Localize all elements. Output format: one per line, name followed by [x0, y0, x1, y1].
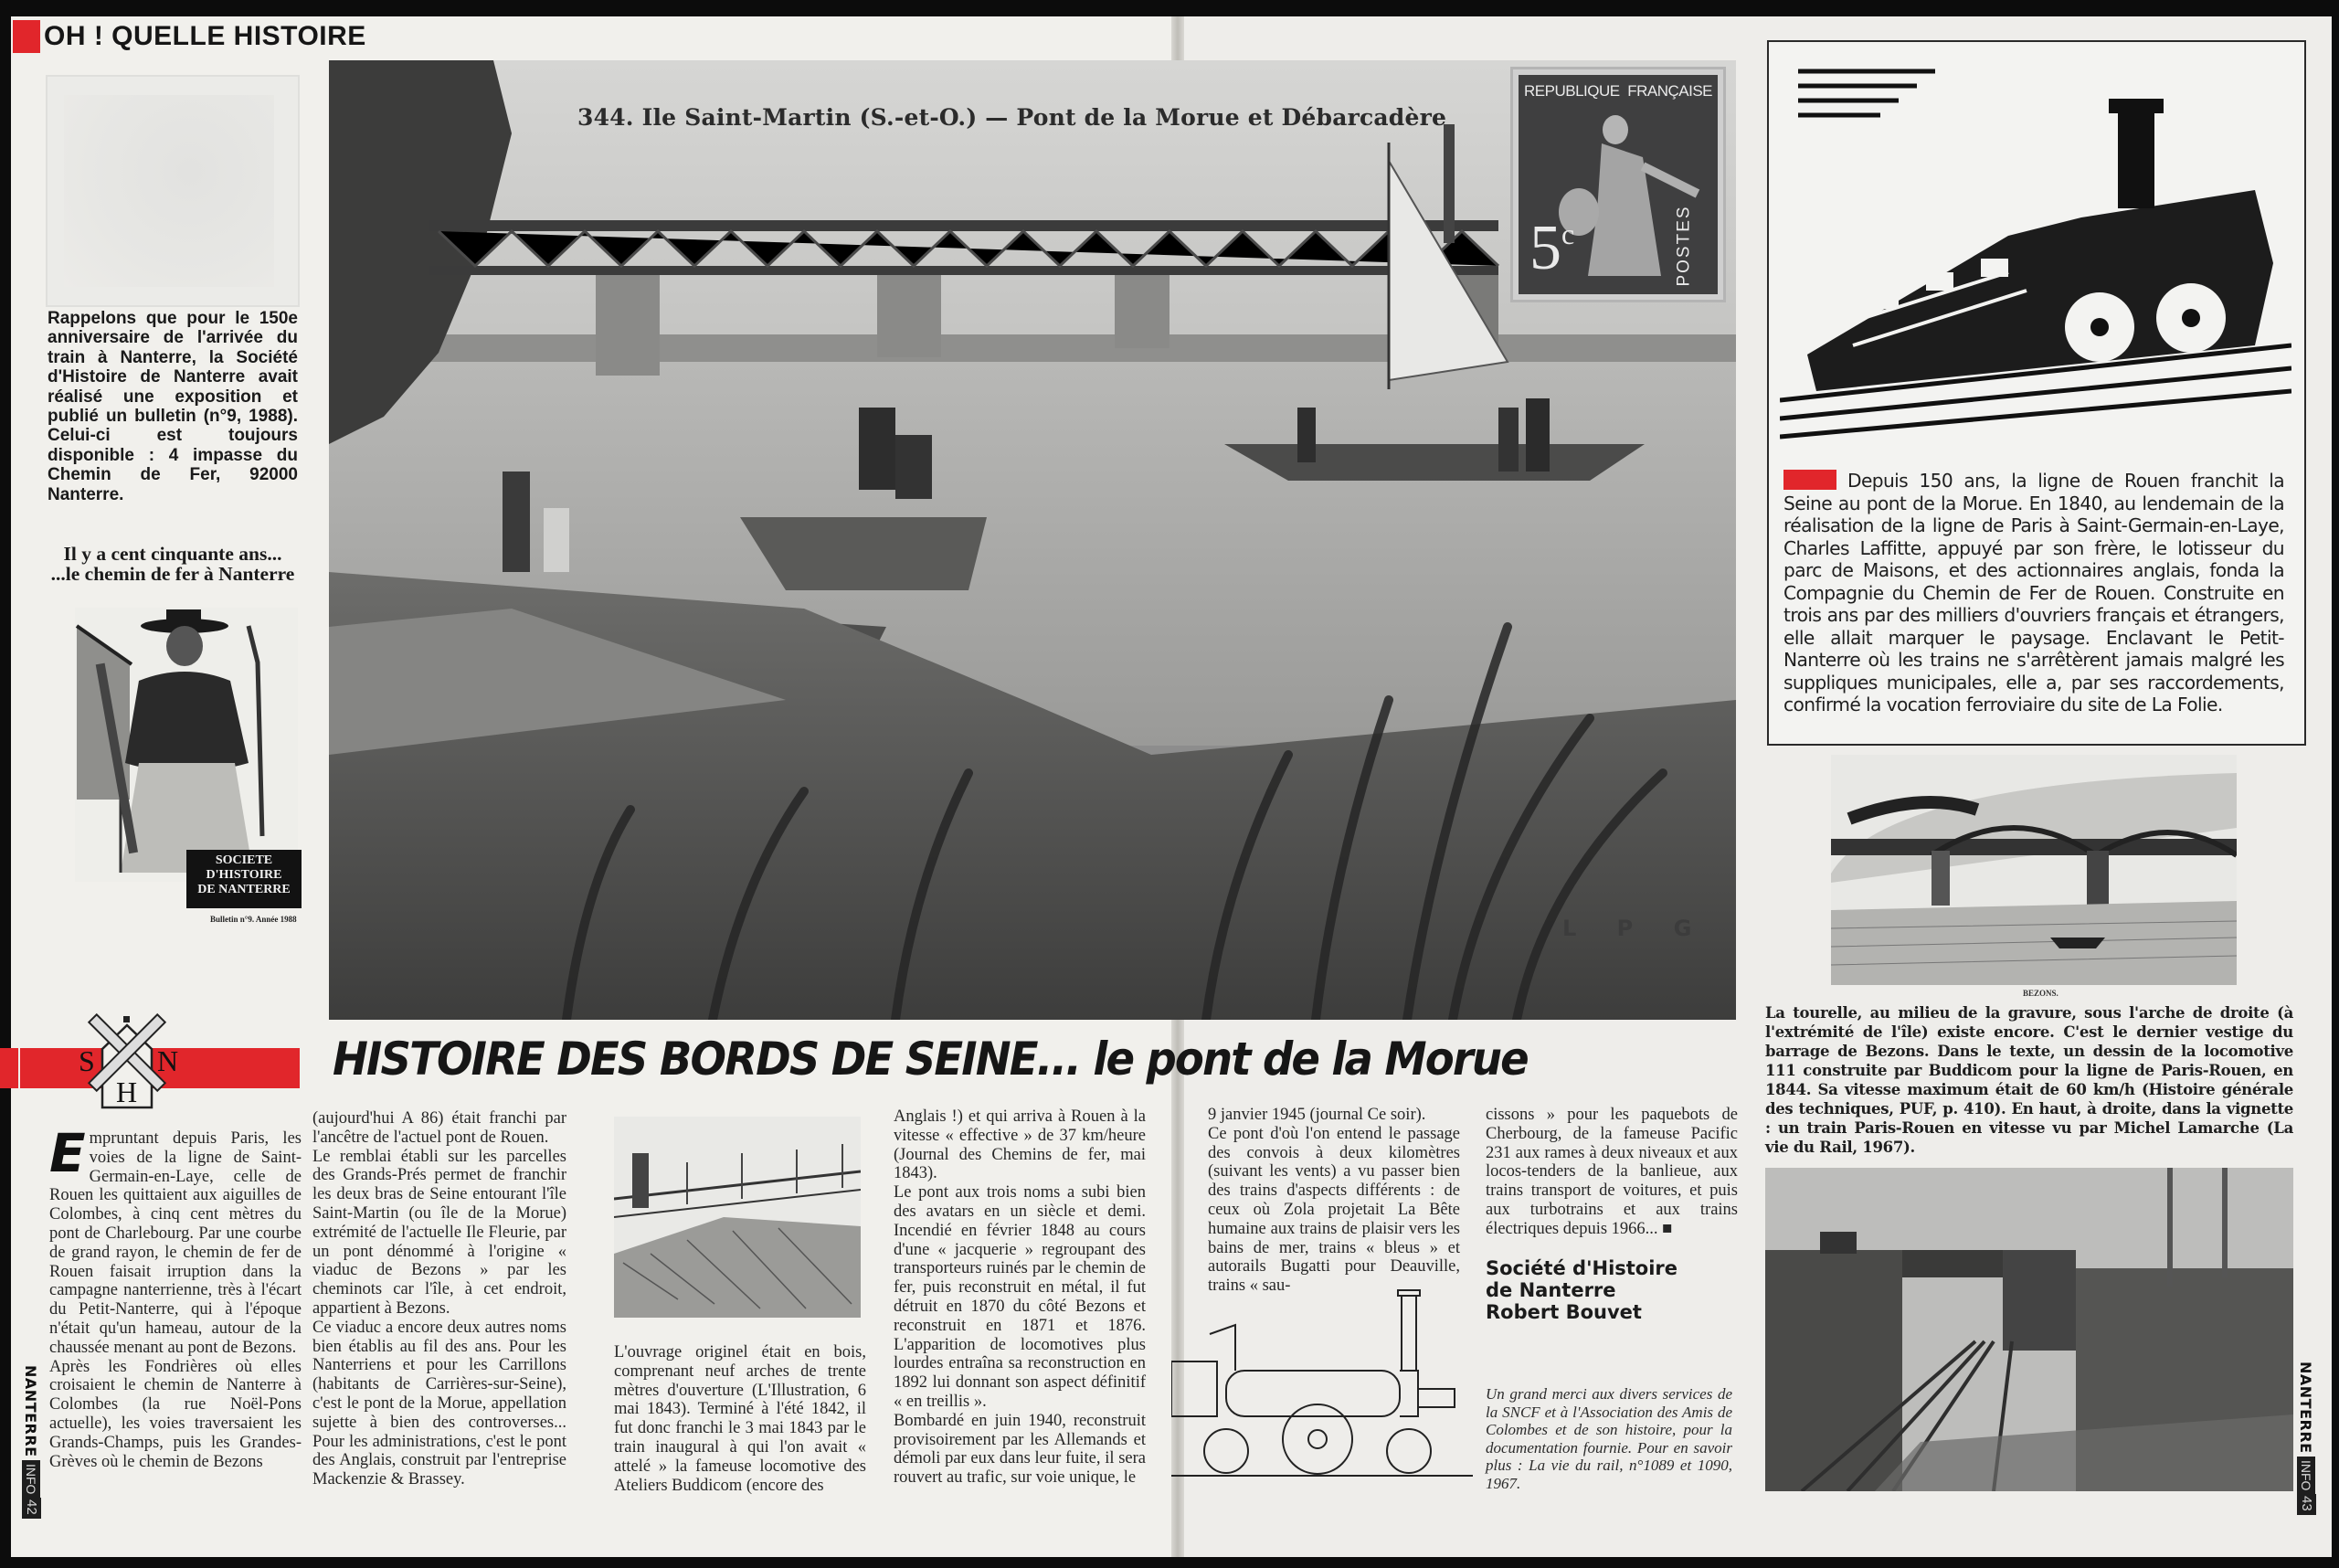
- body-column-5: [1208, 1106, 1460, 1296]
- stamp-francaise: FRANÇAISE: [1627, 82, 1712, 100]
- bezons-bridge-engraving: [1831, 755, 2237, 985]
- signature-line: Société d'Histoire: [1486, 1257, 1678, 1279]
- faded-portrait: [64, 95, 274, 287]
- page-folio-right: [2297, 1361, 2317, 1515]
- badge-line: D'HISTOIRE: [206, 868, 282, 882]
- lede-red-marker: [1783, 470, 1836, 490]
- badge-line: SOCIETE: [215, 853, 273, 867]
- paragraph: Ce pont d'où l'on entend le passage des convois à deux kilomètres (suivant les vents) a vu passer bien des trains d'aspects différents : de ceux où Zola projetait La Bête humaine aux trains de plaisir vers les bains de mer, trains « bleus » et autorails Bugatti pour Deauville, trains « sau-: [1208, 1124, 1460, 1296]
- lede-text: Depuis 150 ans, la ligne de Rouen franchit la Seine au pont de la Morue. En 1840, au lendemain de la réalisation de la ligne de Paris à Saint-Germain-en-Laye, Charles Laffitte, appuyé par son frère, le lotisseur du parc de Maisons, et des actionnaires anglais, fonda la Compagnie du Chemin de Fer de Rouen. Construite en trois ans par des milliers d'ouvriers français et étrangers, elle allait marquer le paysage. Enclavant le Petit-Nanterre où les trains ne s'arrêtèrent jamais malgré les suppliques municipales, elle a, par ses raccordements, confirmé la vocation ferroviaire du site de La Folie.: [1783, 470, 2284, 715]
- main-postcard-photo: [329, 60, 1736, 1020]
- bulletin-title-line2: ...le chemin de fer à Nanterre: [50, 563, 295, 585]
- railway-bridge-photo: [1765, 1168, 2293, 1491]
- logo-letter-s: S: [79, 1044, 95, 1077]
- bulletin-cover: [75, 608, 298, 924]
- railway-worker-illustration: [75, 608, 298, 882]
- bulletin-caption: Bulletin n°9. Année 1988: [210, 915, 297, 924]
- paragraph: Anglais !) et qui arriva à Rouen à la vitesse « effective » de 37 km/heure (Journal des Chemins de fer, mai 1843).: [894, 1107, 1146, 1183]
- faded-show-through-box: [46, 75, 300, 307]
- paragraph: 9 janvier 1945 (journal Ce soir).: [1208, 1106, 1426, 1124]
- folio-info: INFO: [2297, 1457, 2315, 1494]
- speeding-train-illustration: [1780, 53, 2291, 446]
- accent-band-left: [0, 1048, 18, 1088]
- railway-tracks-scene: [1765, 1168, 2293, 1491]
- page-number: 42: [22, 1498, 41, 1519]
- signature-line: de Nanterre: [1486, 1279, 1616, 1301]
- illustration-caption: La tourelle, au milieu de la gravure, sous l'arche de droite (à l'extrémité de l'île) existe encore. C'est le dernier vestige du barrage de Bezons. Dans le texte, un dessin de la locomotive 111 construite par Buddicom pour la ligne de Paris-Rouen, en 1844. Sa vitesse maximum était de 60 km/h (Histoire générale des techniques, PUF, p. 410). En haut, à droite, dans la vignette : un train Paris-Rouen en vitesse vu par Michel Lamarche (La vie du Rail, 1967).: [1765, 1004, 2293, 1156]
- lede-paragraph: [1783, 470, 2284, 716]
- postcard-publisher-mark: L P G: [1562, 916, 1709, 941]
- sidebar-note: Rappelons que pour le 150e anniversaire de l'arrivée du train à Nanterre, la Société d'Histoire de Nanterre avait réalisé une exposition et publié un bulletin (n°9, 1988). Celui-ci est toujours disponible : 4 impasse du Chemin de Fer, 92000 Nanterre.: [48, 309, 298, 504]
- engraving-caption: BEZONS.: [2023, 989, 2059, 998]
- logo-letter-n: N: [157, 1044, 179, 1077]
- folio-info: INFO: [22, 1460, 40, 1498]
- bulletin-title-line1: Il y a cent cinquante ans...: [63, 543, 282, 565]
- postcard-caption: 344. Ile Saint-Martin (S.-et-O.) — Pont de la Morue et Débarcadère: [577, 104, 1447, 131]
- page-folio-left: [22, 1365, 42, 1519]
- bulletin-badge: [186, 850, 302, 908]
- body-column-2: [312, 1109, 566, 1489]
- paragraph: Bombardé en juin 1940, reconstruit provisoirement par les Allemands et démoli par eux dans leur fuite, il sera rouvert au trafic, sur voie unique, le: [894, 1411, 1146, 1488]
- paragraph: Le remblai établi sur les parcelles des Grands-Prés permet de franchir les deux bras de Seine entourant l'île Saint-Martin (ou île de la Morue) extrémité de l'actuelle Ile Fleurie, par un pont dénommé à l'origine « viaduc de Bezons » par les cheminots car l'île, à cet endroit, appartient à Bezons.: [312, 1147, 566, 1318]
- bulletin-title: [48, 544, 298, 584]
- buddicom-locomotive-drawing: [1171, 1288, 1473, 1489]
- paragraph: mpruntant depuis Paris, les voies de la ligne de Saint-Germain-en-Laye, celle de Rouen les quittaient aux aiguilles de Colombes, à cinq cent mètres du pont de Charlebourg. Par une courbe de grand rayon, le chemin de fer de Rouen faisait irruption dans la campagne nanterrienne, très à l'écart du Petit-Nanterre, qui à l'époque n'était qu'un hameau, autour de la chaussée menant au pont de Bezons.: [49, 1129, 302, 1357]
- folio-magazine-name: NANTERRE: [22, 1365, 39, 1457]
- paragraph: (aujourd'hui A 86) était franchi par l'ancêtre de l'actuel pont de Rouen.: [312, 1109, 566, 1147]
- stamp-value-number: 5: [1529, 213, 1561, 283]
- stamp-value-unit: c: [1561, 217, 1575, 250]
- rubric-title: [13, 21, 366, 52]
- page-number: 43: [2297, 1494, 2316, 1515]
- body-column-1: [49, 1122, 302, 1471]
- rubric-first-letter: O: [44, 21, 66, 51]
- body-column-4: [894, 1107, 1146, 1488]
- stamp-header: [1524, 82, 1712, 101]
- body-column-3: L'ouvrage originel était en bois, comprenant neuf arches de trente mètres d'ouverture (L'Illustration, 6 mai 1843). Terminé à l'été 1842, il fut donc franchi le 3 mai 1843 par le train inaugural à qui l'on avait « attelé » la fameuse locomotive des Ateliers Buddicom (encore des: [614, 1343, 866, 1495]
- stamp-republique: REPUBLIQUE: [1524, 82, 1620, 100]
- paragraph: Après les Fondrières où elles croisaient le chemin de Nanterre à Colombes (la rue Noël-Pons actuelle), les voies traversaient les Grands-Champs, puis les Grandes-Grèves où le chemin de Bezons: [49, 1357, 302, 1471]
- badge-line: DE NANTERRE: [197, 883, 291, 896]
- paragraph: Ce viaduc a encore deux autres noms bien établis au fil des ans. Pour les Nanterriens et pour les Carrillons (habitants de Carrières-sur-Seine), c'est le pont de la Morue, appellation sujette à bien des controverses... Pour les administrations, c'est le pont des Anglais, construit par l'entreprise Mackenzie & Brassey.: [312, 1318, 566, 1489]
- postage-stamp: [1513, 69, 1723, 300]
- article-headline: HISTOIRE DES BORDS DE SEINE... le pont de la Morue: [333, 1033, 1528, 1086]
- signature-author: Robert Bouvet: [1486, 1301, 1642, 1323]
- stamp-postes: POSTES: [1674, 205, 1694, 287]
- rubric-rest: H ! QUELLE HISTOIRE: [65, 21, 366, 51]
- stamp-value: [1529, 212, 1574, 285]
- acknowledgements: Un grand merci aux divers services de la SNCF et à l'Association des Amis de Colombes et de son histoire, pour la documentation fournie. Pour en savoir plus : La vie du rail, n°1089 et 1090, 1967.: [1486, 1385, 1732, 1492]
- shn-windmill-logo: [58, 1005, 196, 1124]
- author-signature: [1486, 1257, 1678, 1323]
- logo-letter-h: H: [116, 1075, 138, 1108]
- section-rubric: [13, 20, 366, 53]
- drop-cap: E: [49, 1122, 86, 1184]
- bridge-construction-engraving: [614, 1117, 861, 1318]
- body-column-6: cissons » pour les paquebots de Cherbourg, de la fameuse Pacific 231 aux rames à deux niveaux et aux locos-tenders de la banlieue, aux trains transport de voitures, et puis aux turbotrains et aux trains électriques depuis 1966... ■: [1486, 1106, 1738, 1238]
- folio-magazine-name: NANTERRE: [2297, 1361, 2314, 1454]
- paragraph: Le pont aux trois noms a subi bien des avatars en un siècle et demi. Incendié en février 1848 au cours d'une « jacquerie » regroupant des transporteurs ruinés par le chemin de fer, puis reconstruit en métal, il fut détruit en 1870 du côté Bezons et reconstruit en 1871 et 1876. L'apparition de locomotives plus lourdes entraîna sa reconstruction en 1892 lui donnant son aspect définitif « en treillis ».: [894, 1183, 1146, 1411]
